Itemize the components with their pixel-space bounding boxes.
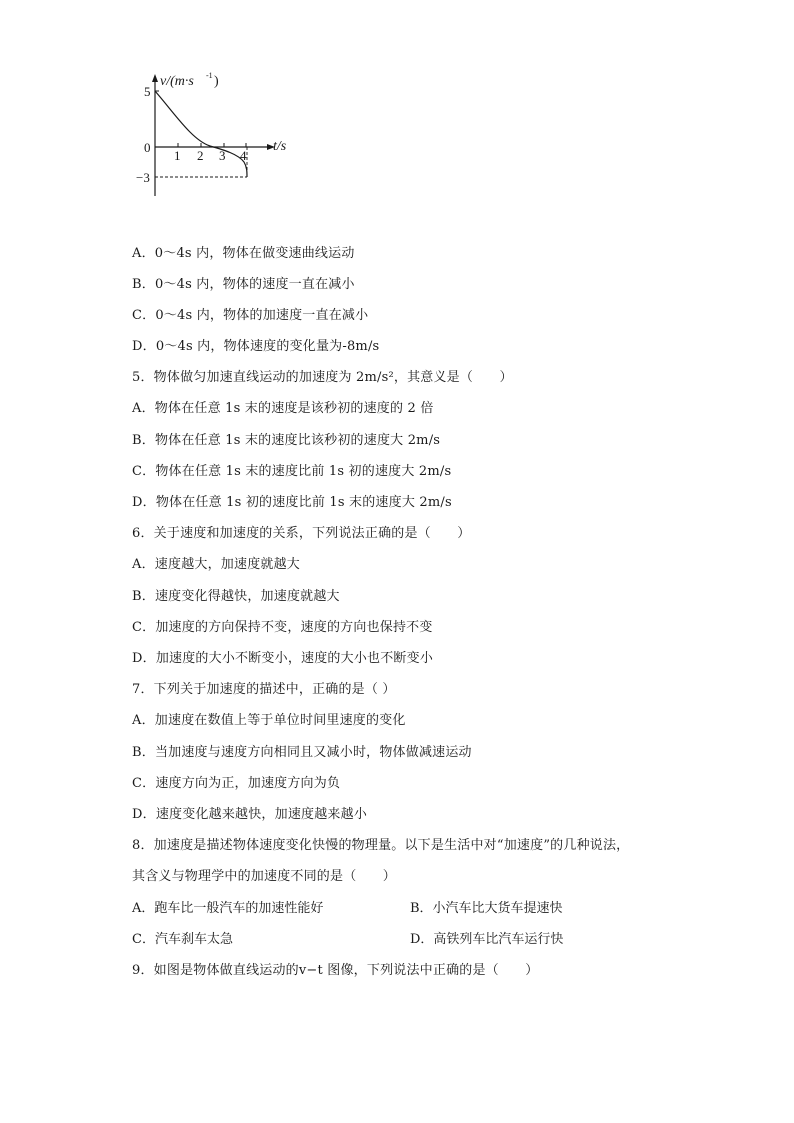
- y-axis-unit-exp: -1: [206, 71, 213, 80]
- q6-stem: 6．关于速度和加速度的关系，下列说法正确的是（ ）: [132, 526, 471, 541]
- q8-stem-line1: 8．加速度是描述物体速度变化快慢的物理量。以下是生活中对“加速度”的几种说法，: [132, 838, 630, 853]
- y-axis-unit-close: ): [214, 74, 219, 89]
- q5-option-d: D．物体在任意 1s 初的速度比前 1s 末的速度大 2m/s: [132, 495, 452, 510]
- x-tick-label-4: 4: [240, 148, 247, 163]
- origin-label: 0: [144, 140, 151, 155]
- q7-option-d: D．速度变化越来越快，加速度越来越小: [132, 807, 368, 822]
- q6-option-b: B．速度变化得越快，加速度就越大: [132, 589, 340, 604]
- q4-option-b: B．0～4s 内，物体的速度一直在减小: [132, 277, 355, 292]
- q5-option-c: C．物体在任意 1s 末的速度比前 1s 初的速度大 2m/s: [132, 464, 452, 479]
- x-tick-label-2: 2: [197, 148, 204, 163]
- y-axis-label: v/(m·s: [160, 74, 194, 89]
- q8-option-c: C．汽车刹车太急: [132, 932, 233, 947]
- q4-option-d: D．0～4s 内，物体速度的变化量为-8m/s: [132, 339, 380, 354]
- q8-option-b: B．小汽车比大货车提速快: [410, 901, 563, 916]
- velocity-curve: [155, 91, 247, 177]
- x-tick-label-3: 3: [219, 148, 226, 163]
- q7-stem: 7．下列关于加速度的描述中，正确的是（ ）: [132, 682, 396, 697]
- q9-stem: 9．如图是物体做直线运动的v−t 图像，下列说法中正确的是（ ）: [132, 963, 539, 978]
- q5-stem: 5．物体做匀加速直线运动的加速度为 2m/s²，其意义是（ ）: [132, 370, 513, 385]
- y-axis-arrow: [152, 74, 158, 82]
- vt-graph: [130, 64, 310, 204]
- q7-option-c: C．速度方向为正，加速度方向为负: [132, 776, 341, 791]
- q4-option-a: A．0～4s 内，物体在做变速曲线运动: [132, 246, 355, 261]
- y-tick-label-top: 5: [144, 84, 151, 99]
- q5-option-a: A．物体在任意 1s 末的速度是该秒初的速度的 2 倍: [132, 401, 434, 416]
- q8-option-a: A．跑车比一般汽车的加速性能好: [132, 901, 324, 916]
- x-axis-label: t/s: [273, 139, 287, 154]
- q8-stem-line2: 其含义与物理学中的加速度不同的是（ ）: [132, 869, 397, 884]
- x-tick-label-1: 1: [174, 148, 181, 163]
- q4-option-c: C．0～4s 内，物体的加速度一直在减小: [132, 308, 369, 323]
- q6-option-c: C．加速度的方向保持不变，速度的方向也保持不变: [132, 620, 433, 635]
- q8-option-d: D．高铁列车比汽车运行快: [410, 932, 564, 947]
- y-tick-label-bottom: −3: [136, 170, 150, 185]
- q6-option-d: D．加速度的大小不断变小，速度的大小也不断变小: [132, 651, 434, 666]
- q6-option-a: A．速度越大，加速度就越大: [132, 557, 300, 572]
- q7-option-a: A．加速度在数值上等于单位时间里速度的变化: [132, 713, 406, 728]
- q7-option-b: B．当加速度与速度方向相同且又减小时，物体做减速运动: [132, 745, 472, 760]
- q5-option-b: B．物体在任意 1s 末的速度比该秒初的速度大 2m/s: [132, 433, 441, 448]
